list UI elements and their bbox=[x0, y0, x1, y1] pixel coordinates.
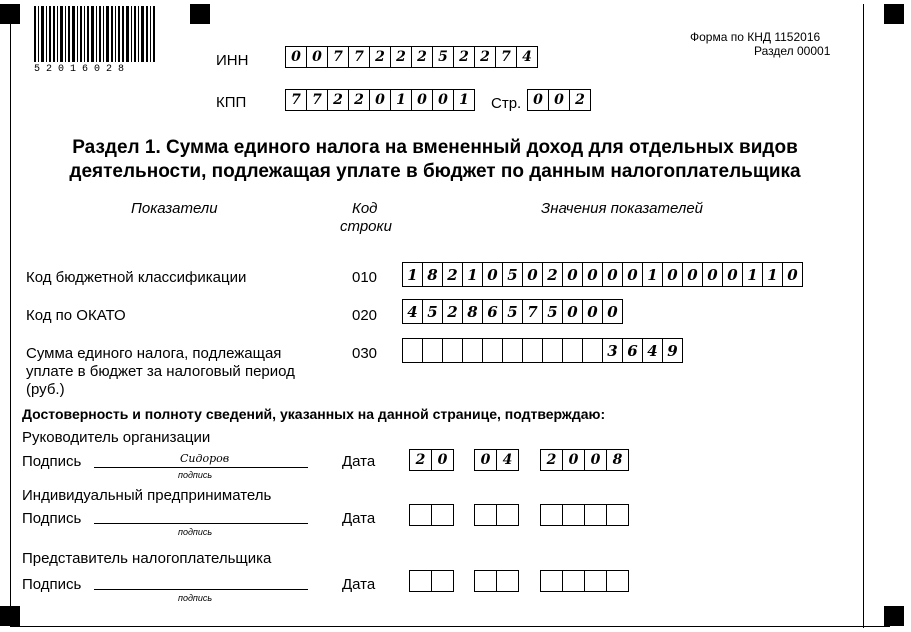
inn-cells bbox=[285, 46, 538, 68]
digit-cell[interactable]: 2 bbox=[327, 89, 349, 111]
digit-cell[interactable] bbox=[606, 570, 629, 592]
digit-cell[interactable] bbox=[562, 504, 585, 526]
signature-caption: подпись bbox=[178, 527, 213, 537]
digit-cell[interactable] bbox=[431, 504, 454, 526]
date-day-cells bbox=[409, 449, 454, 471]
digit-cell[interactable]: 7 bbox=[327, 46, 349, 68]
digit-cell[interactable]: 1 bbox=[402, 262, 423, 287]
page-border-right bbox=[863, 4, 864, 628]
corner-marker-bottom-right bbox=[884, 606, 904, 626]
digit-cell[interactable]: 7 bbox=[306, 89, 328, 111]
signature-line bbox=[94, 523, 308, 524]
page-border-left bbox=[10, 24, 11, 606]
digit-cell[interactable] bbox=[409, 504, 432, 526]
digit-cell[interactable]: 2 bbox=[411, 46, 433, 68]
signature-caption: подпись bbox=[178, 593, 213, 603]
digit-cell[interactable]: 1 bbox=[453, 89, 475, 111]
digit-cell[interactable]: 0 bbox=[584, 449, 607, 471]
digit-cell[interactable] bbox=[542, 338, 563, 363]
date-label: Дата bbox=[342, 576, 376, 593]
kpp-cells bbox=[285, 89, 475, 111]
digit-cell[interactable]: 5 bbox=[432, 46, 454, 68]
section-title-line1: Раздел 1. Сумма единого налога на вмененный доход для отдельных видов bbox=[72, 137, 798, 158]
digit-cell[interactable]: 2 bbox=[569, 89, 591, 111]
digit-cell[interactable]: 5 bbox=[542, 299, 563, 324]
digit-cell[interactable]: 0 bbox=[431, 449, 454, 471]
digit-cell[interactable] bbox=[562, 570, 585, 592]
digit-cell[interactable]: 1 bbox=[642, 262, 663, 287]
digit-cell[interactable] bbox=[540, 570, 563, 592]
corner-marker-bottom-left bbox=[0, 606, 20, 626]
digit-cell[interactable] bbox=[606, 504, 629, 526]
signature-label: Подпись bbox=[22, 576, 82, 593]
digit-cell[interactable]: 0 bbox=[682, 262, 703, 287]
digit-cell[interactable]: 2 bbox=[442, 299, 463, 324]
tax-sum-cells bbox=[402, 338, 683, 363]
digit-cell[interactable]: 2 bbox=[369, 46, 391, 68]
digit-cell[interactable]: 0 bbox=[432, 89, 454, 111]
digit-cell[interactable] bbox=[462, 338, 483, 363]
form-code: Форма по КНД 1152016 bbox=[690, 30, 821, 44]
digit-cell[interactable] bbox=[496, 570, 519, 592]
signature-handwritten: Сидоров bbox=[180, 452, 230, 465]
digit-cell[interactable]: 0 bbox=[482, 262, 503, 287]
digit-cell[interactable]: 2 bbox=[474, 46, 496, 68]
digit-cell[interactable]: 0 bbox=[306, 46, 328, 68]
date-year-cells bbox=[540, 570, 629, 592]
digit-cell[interactable]: 1 bbox=[390, 89, 412, 111]
digit-cell[interactable]: 0 bbox=[782, 262, 803, 287]
digit-cell[interactable]: 0 bbox=[527, 89, 549, 111]
column-header-indicators: Показатели bbox=[131, 200, 218, 217]
corner-marker-top-left bbox=[0, 4, 20, 24]
digit-cell[interactable]: 4 bbox=[642, 338, 663, 363]
digit-cell[interactable]: 0 bbox=[622, 262, 643, 287]
corner-marker-top-mid bbox=[190, 4, 210, 24]
role-head-of-organization: Руководитель организации bbox=[22, 429, 211, 446]
digit-cell[interactable]: 0 bbox=[662, 262, 683, 287]
column-header-values: Значения показателей bbox=[541, 200, 704, 217]
digit-cell[interactable]: 6 bbox=[622, 338, 643, 363]
digit-cell[interactable]: 7 bbox=[495, 46, 517, 68]
kbk-cells bbox=[402, 262, 803, 287]
corner-marker-top-right bbox=[884, 4, 904, 24]
kpp-label: КПП bbox=[216, 94, 247, 111]
section-code: Раздел 00001 bbox=[754, 44, 831, 58]
signature-label: Подпись bbox=[22, 510, 82, 527]
date-year-cells bbox=[540, 449, 629, 471]
digit-cell[interactable] bbox=[502, 338, 523, 363]
digit-cell[interactable]: 7 bbox=[522, 299, 543, 324]
date-month-cells bbox=[474, 504, 519, 526]
date-day-cells bbox=[409, 570, 454, 592]
date-year-cells bbox=[540, 504, 629, 526]
digit-cell[interactable] bbox=[522, 338, 543, 363]
role-taxpayer-representative: Представитель налогоплательщика bbox=[22, 550, 272, 567]
digit-cell[interactable]: 2 bbox=[409, 449, 432, 471]
digit-cell[interactable] bbox=[540, 504, 563, 526]
signature-line bbox=[94, 589, 308, 590]
digit-cell[interactable]: 7 bbox=[285, 89, 307, 111]
digit-cell[interactable]: 5 bbox=[422, 299, 443, 324]
digit-cell[interactable]: 8 bbox=[422, 262, 443, 287]
date-month-cells bbox=[474, 449, 519, 471]
digit-cell[interactable]: 8 bbox=[462, 299, 483, 324]
digit-cell[interactable]: 3 bbox=[602, 338, 623, 363]
date-month-cells bbox=[474, 570, 519, 592]
row-label-tax-sum-line3: (руб.) bbox=[26, 381, 65, 398]
digit-cell[interactable]: 1 bbox=[742, 262, 763, 287]
digit-cell[interactable] bbox=[402, 338, 423, 363]
barcode bbox=[34, 6, 158, 62]
digit-cell[interactable]: 4 bbox=[402, 299, 423, 324]
digit-cell[interactable] bbox=[474, 570, 497, 592]
digit-cell[interactable] bbox=[442, 338, 463, 363]
digit-cell[interactable] bbox=[496, 504, 519, 526]
digit-cell[interactable] bbox=[584, 570, 607, 592]
row-label-okato: Код по ОКАТО bbox=[26, 307, 126, 324]
inn-label: ИНН bbox=[216, 52, 249, 69]
digit-cell[interactable]: 2 bbox=[348, 89, 370, 111]
digit-cell[interactable]: 0 bbox=[369, 89, 391, 111]
digit-cell[interactable]: 0 bbox=[562, 262, 583, 287]
row-label-kbk: Код бюджетной классификации bbox=[26, 269, 247, 286]
digit-cell[interactable]: 0 bbox=[474, 449, 497, 471]
digit-cell[interactable]: 1 bbox=[762, 262, 783, 287]
digit-cell[interactable]: 0 bbox=[582, 262, 603, 287]
digit-cell[interactable] bbox=[562, 338, 583, 363]
digit-cell[interactable]: 2 bbox=[390, 46, 412, 68]
digit-cell[interactable]: 0 bbox=[602, 262, 623, 287]
digit-cell[interactable] bbox=[409, 570, 432, 592]
page-label: Стр. bbox=[491, 95, 522, 112]
digit-cell[interactable] bbox=[422, 338, 443, 363]
digit-cell[interactable]: 0 bbox=[522, 262, 543, 287]
digit-cell[interactable]: 0 bbox=[562, 449, 585, 471]
digit-cell[interactable]: 2 bbox=[442, 262, 463, 287]
digit-cell[interactable]: 0 bbox=[582, 299, 603, 324]
digit-cell[interactable]: 0 bbox=[702, 262, 723, 287]
row-label-tax-sum-line2: уплате в бюджет за налоговый период bbox=[26, 363, 295, 380]
digit-cell[interactable]: 6 bbox=[482, 299, 503, 324]
digit-cell[interactable]: 0 bbox=[548, 89, 570, 111]
digit-cell[interactable] bbox=[584, 504, 607, 526]
digit-cell[interactable]: 9 bbox=[662, 338, 683, 363]
digit-cell[interactable]: 2 bbox=[542, 262, 563, 287]
date-label: Дата bbox=[342, 453, 376, 470]
row-code-020: 020 bbox=[352, 307, 378, 324]
barcode-digits: 52016028 bbox=[34, 64, 131, 75]
digit-cell[interactable]: 2 bbox=[540, 449, 563, 471]
date-label: Дата bbox=[342, 510, 376, 527]
page-number-cells bbox=[527, 89, 591, 111]
signature-line bbox=[94, 467, 308, 468]
digit-cell[interactable]: 0 bbox=[722, 262, 743, 287]
digit-cell[interactable]: 8 bbox=[606, 449, 629, 471]
signature-caption: подпись bbox=[178, 470, 213, 480]
digit-cell[interactable] bbox=[582, 338, 603, 363]
digit-cell[interactable]: 0 bbox=[562, 299, 583, 324]
confirmation-statement: Достоверность и полноту сведений, указанных на данной странице, подтверждаю: bbox=[22, 406, 606, 422]
digit-cell[interactable] bbox=[482, 338, 503, 363]
digit-cell[interactable]: 5 bbox=[502, 262, 523, 287]
digit-cell[interactable]: 2 bbox=[453, 46, 475, 68]
page-border-bottom bbox=[10, 626, 890, 627]
digit-cell[interactable]: 0 bbox=[602, 299, 623, 324]
date-day-cells bbox=[409, 504, 454, 526]
digit-cell[interactable]: 4 bbox=[496, 449, 519, 471]
digit-cell[interactable] bbox=[474, 504, 497, 526]
digit-cell[interactable]: 7 bbox=[348, 46, 370, 68]
digit-cell[interactable] bbox=[431, 570, 454, 592]
row-code-010: 010 bbox=[352, 269, 378, 286]
column-header-code-line1: Код bbox=[352, 200, 378, 217]
digit-cell[interactable]: 1 bbox=[462, 262, 483, 287]
row-label-tax-sum-line1: Сумма единого налога, подлежащая bbox=[26, 345, 282, 362]
role-individual-entrepreneur: Индивидуальный предприниматель bbox=[22, 487, 272, 504]
signature-label: Подпись bbox=[22, 453, 82, 470]
column-header-code-line2: строки bbox=[340, 218, 392, 235]
digit-cell[interactable]: 0 bbox=[411, 89, 433, 111]
digit-cell[interactable]: 4 bbox=[516, 46, 538, 68]
okato-cells bbox=[402, 299, 623, 324]
row-code-030: 030 bbox=[352, 345, 378, 362]
digit-cell[interactable]: 0 bbox=[285, 46, 307, 68]
section-title-line2: деятельности, подлежащая уплате в бюджет по данным налогоплательщика bbox=[69, 161, 801, 182]
digit-cell[interactable]: 5 bbox=[502, 299, 523, 324]
